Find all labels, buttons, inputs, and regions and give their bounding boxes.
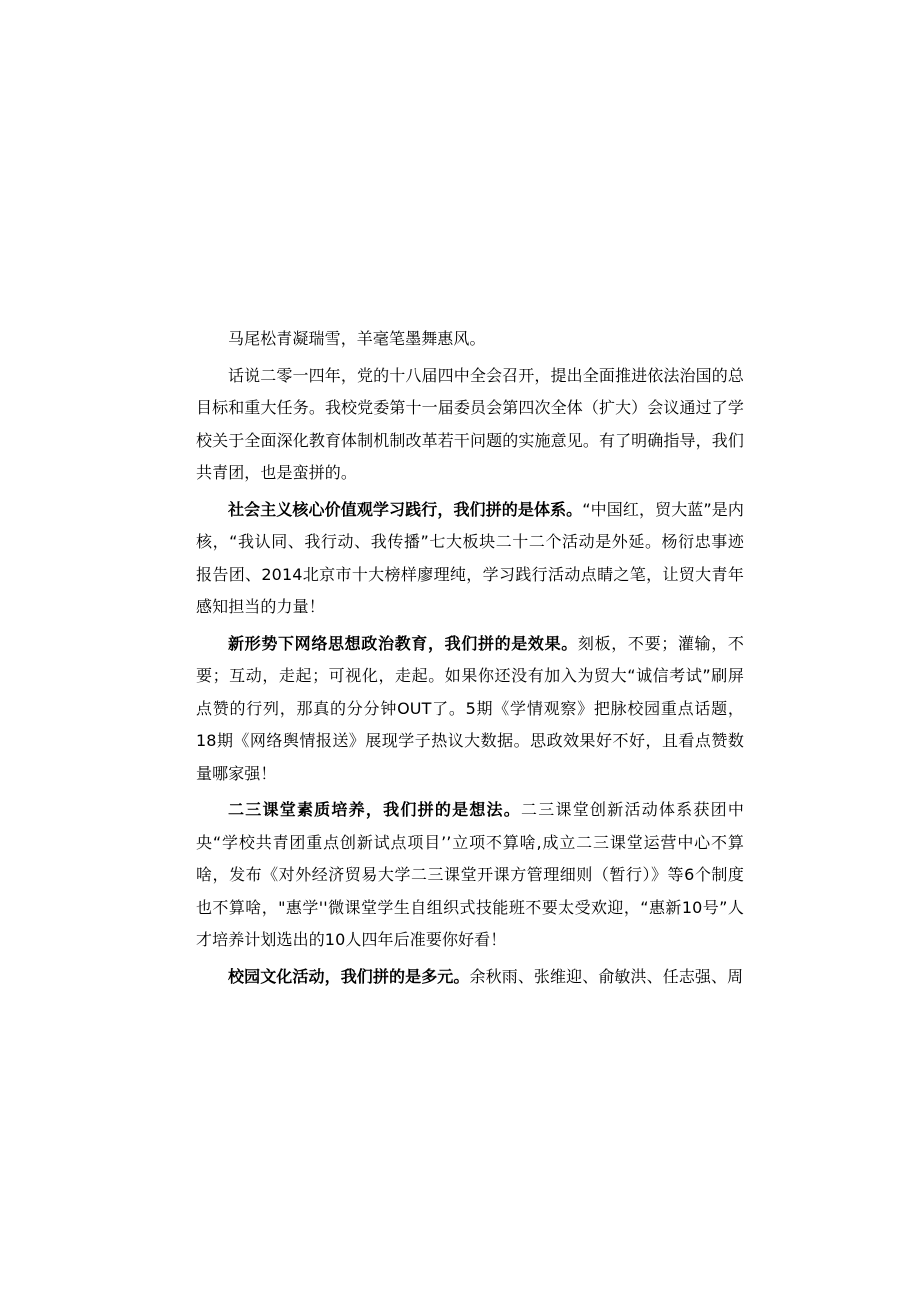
paragraph-text: 余秋雨、张维迎、俞敏洪、任志强、周 <box>469 966 744 986</box>
paragraph-text: 马尾松青凝瑞雪，羊毫笔墨舞惠风。 <box>228 329 486 348</box>
paragraph-online-education <box>196 628 744 791</box>
paragraph-lead: 二三课堂素质培养，我们拼的是想法。 <box>228 800 522 819</box>
paragraph-intro <box>196 360 744 490</box>
paragraph-text: 二三课堂创新活动体系获团中央“学校共青团重点创新试点项目’’立项不算啥,成立二三课堂运营中心不算啥，发布《对外经济贸易大学二三课堂开课方管理细则（暂行）》等6个制度也不算啥，"惠学''微课堂学生自组织式技能班不要太受欢迎，“惠新10号”人才培养计划选出的10人四年后准要你好看！ <box>196 800 744 949</box>
paragraph-campus-culture <box>196 961 744 994</box>
paragraph-lead: 校园文化活动，我们拼的是多元。 <box>228 966 470 986</box>
paragraph-core-values <box>196 494 744 624</box>
paragraph-text: “中国红，贸大蓝”是内核，“我认同、我行动、我传播”七大板块二十二个活动是外延。杨衍忠事迹报告团、2014北京市十大榜样廖理纯，学习践行活动点睛之笔，让贸大青年感知担当的力量！ <box>196 499 744 616</box>
paragraph-text: 刻板，不要；灌输，不要；互动，走起；可视化，走起。如果你还没有加入为贸大“诚信考试”刷屏点赞的行列，那真的分分钟OUT了。5期《学情观察》把脉校园重点话题，18期《网络舆情报送》展现学子热议大数据。思政效果好不好，且看点赞数量哪家强！ <box>196 633 744 783</box>
paragraph-classroom <box>196 794 744 957</box>
paragraph-text: 话说二零一四年，党的十八届四中全会召开，提出全面推进依法治国的总目标和重大任务。我校党委第十一届委员会第四次全体（扩大）会议通过了学校关于全面深化教育体制机制改革若干问题的实施意见。有了明确指导，我们共青团，也是蛮拼的。 <box>196 365 744 482</box>
paragraph-couplet <box>196 323 744 356</box>
document-body <box>196 323 744 997</box>
paragraph-lead: 社会主义核心价值观学习践行，我们拼的是体系。 <box>228 499 583 519</box>
paragraph-lead: 新形势下网络思想政治教育，我们拼的是效果。 <box>228 633 578 653</box>
